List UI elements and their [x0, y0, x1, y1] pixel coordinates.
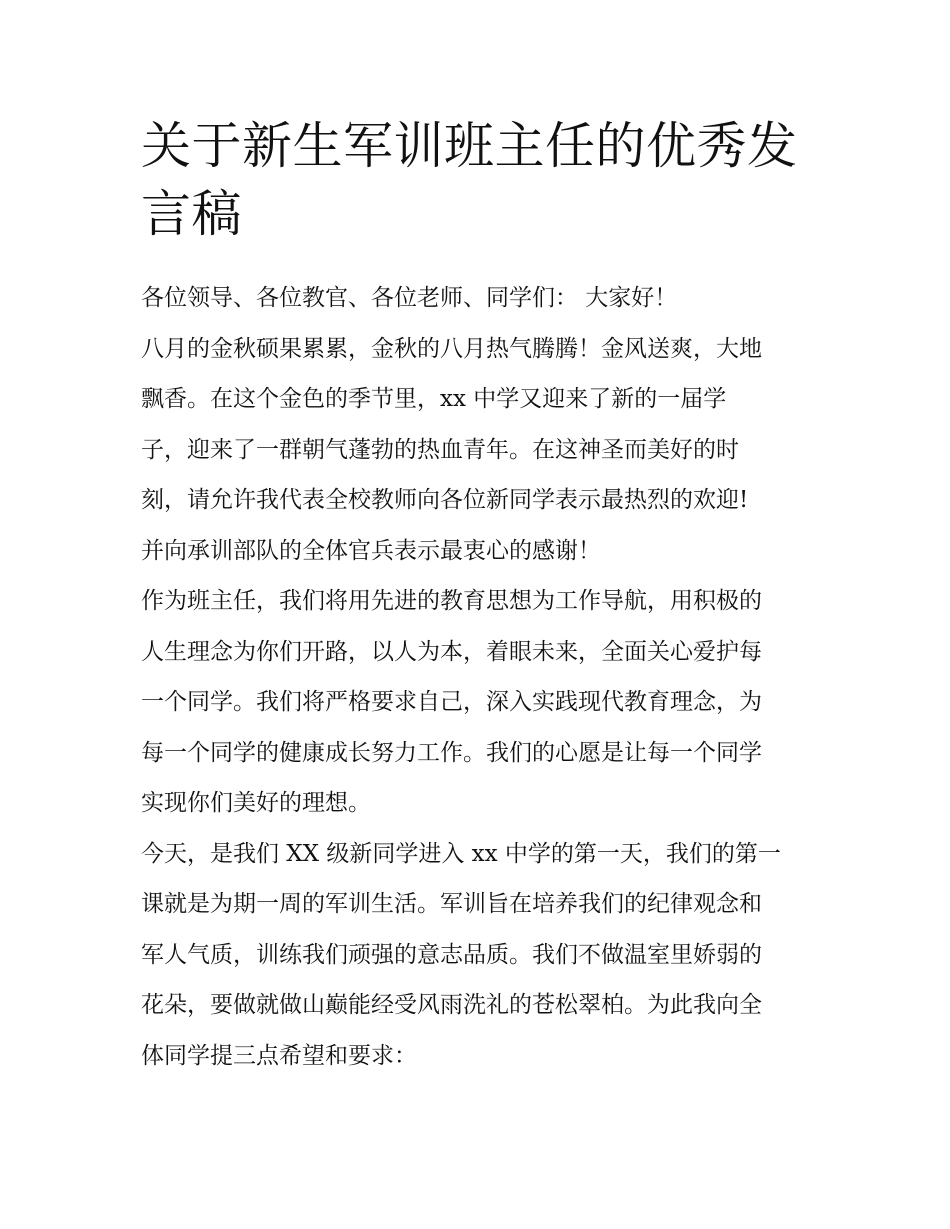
text-line: 各位领导、各位教官、各位老师、同学们： 大家好！	[141, 285, 678, 311]
text-line: 体同学提三点希望和要求：	[141, 1042, 417, 1069]
text-line: 军人气质，训练我们顽强的意志品质。我们不做温室里娇弱的	[141, 941, 762, 968]
welcome-paragraph	[141, 324, 813, 577]
text-line: 一个同学。我们将严格要求自己，深入实践现代教育理念，为	[141, 689, 762, 715]
text-line: 每一个同学的健康成长努力工作。我们的心愿是让每一个同学	[141, 739, 762, 766]
text-line: 实现你们美好的理想。	[141, 790, 371, 816]
greeting-paragraph	[141, 273, 813, 324]
teacher-commitment-paragraph	[141, 576, 813, 829]
title-line: 关于新生军训班主任的优秀发	[141, 117, 798, 175]
text-line: 子，迎来了一群朝气蓬勃的热血青年。在这神圣而美好的时	[141, 436, 739, 463]
document-title	[141, 112, 813, 248]
military-training-paragraph	[141, 829, 813, 1082]
text-line: 并向承训部队的全体官兵表示最衷心的感谢！	[141, 537, 601, 564]
text-line: 人生理念为你们开路，以人为本，着眼未来，全面关心爱护每	[141, 638, 762, 665]
text-line: 八月的金秋硕果累累，金秋的八月热气腾腾！金风送爽，大地	[141, 335, 762, 362]
text-line: 刻，请允许我代表全校教师向各位新同学表示最热烈的欢迎!	[141, 487, 749, 513]
text-line: 作为班主任，我们将用先进的教育思想为工作导航，用积极的	[141, 588, 762, 614]
document-page	[141, 112, 813, 1081]
title-line: 言稿	[141, 185, 242, 243]
text-line: 飘香。在这个金色的季节里，xx 中学又迎来了新的一届学	[141, 386, 727, 412]
text-line: 今天，是我们 XX 级新同学进入 xx 中学的第一天，我们的第一	[141, 840, 781, 867]
text-line: 课就是为期一周的军训生活。军训旨在培养我们的纪律观念和	[141, 891, 762, 917]
text-line: 花朵，要做就做山巅能经受风雨洗礼的苍松翠柏。为此我向全	[141, 992, 762, 1018]
